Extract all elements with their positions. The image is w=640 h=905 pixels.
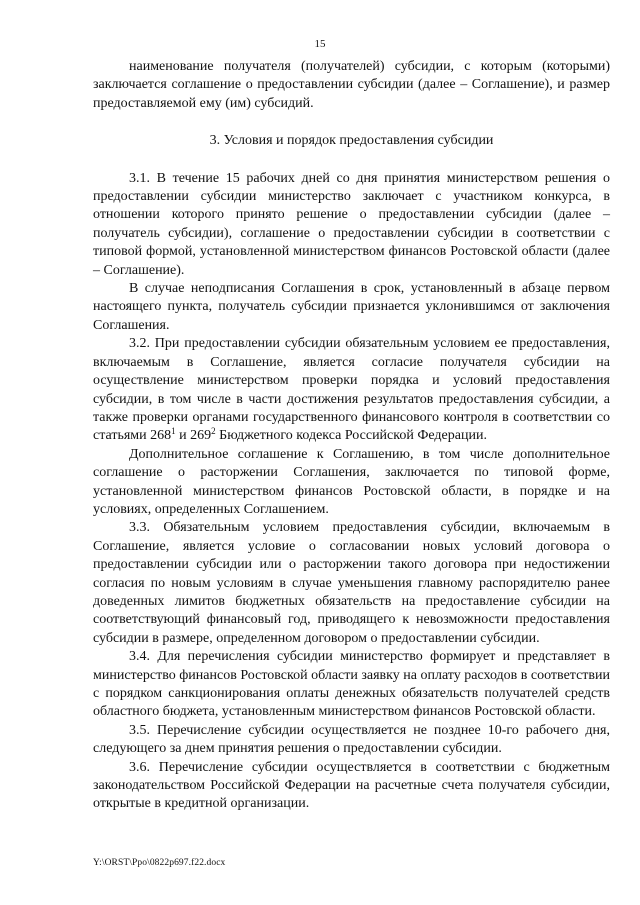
paragraph-3-1-second: В случае неподписания Соглашения в срок, установленный в абзаце первом настоящего пункта, получатель субсидии признается уклонившимся от заключения Соглашения. <box>93 281 610 333</box>
paragraph-3-2-second: Дополнительное соглашение к Соглашению, в том числе дополнительное соглашение о расторжении Соглашения, заключается по типовой форме, установленной министерством финансов Ростовской области, в порядке и на условиях, определенных Соглашением. <box>93 446 610 517</box>
paragraph-3-4: 3.4. Для перечисления субсидии министерство формирует и представляет в министерство финансов Ростовской области заявку на оплату расходов в соответствии с порядком санкционирования оплаты денежных обязательств получателей средств областного бюджета, установленным министерством финансов Ростовской области. <box>93 649 610 720</box>
page-number: 15 <box>314 38 326 50</box>
paragraph-3-2-text-b: и 269 <box>175 428 212 444</box>
section-heading: 3. Условия и порядок предоставления субсидии <box>209 133 494 149</box>
document-body <box>93 58 610 814</box>
paragraph-3-5: 3.5. Перечисление субсидии осуществляется не позднее 10-го рабочего дня, следующего за днем принятия решения о предоставлении субсидии. <box>93 722 610 757</box>
footer-file-path: Y:\ORST\Ppo\0822p697.f22.docx <box>93 858 226 868</box>
paragraph-3-3: 3.3. Обязательным условием предоставления субсидии, включаемым в Соглашение, является условие о согласовании новых условий договора о предоставлении субсидии или о расторжении такого договора при недостижении согласия по новым условиям в случае уменьшения главному распорядителю ранее доведенных лимитов бюджетных обязательств на предоставление субсидии на соответствующий финансовый год, приводящего к невозможности предоставления субсидии в размере, определенном договором о предоставлении субсидии. <box>93 520 610 646</box>
article-269-superscript: 2 <box>211 426 216 437</box>
paragraph-3-2-text-a: 3.2. При предоставлении субсидии обязательным условием ее предоставления, включаемым в Соглашение, является согласие получателя субсидии на осуществление министерством проверки порядка и условий предоставления субсидии, в том числе в части достижения результатов предоставления субсидии, а также проверки органами государственного финансового контроля в соответствии со статьями 268 <box>93 336 610 444</box>
intro-paragraph: наименование получателя (получателей) субсидии, с которым (которыми) заключается соглашение о предоставлении субсидии (далее – Соглашение), и размер предоставляемой ему (им) субсидий. <box>93 59 610 111</box>
paragraph-3-2 <box>93 335 610 445</box>
paragraph-3-1: 3.1. В течение 15 рабочих дней со дня принятия министерством решения о предоставлении субсидии министерство заключает с участником конкурса, в отношении которого принято решение о предоставлении субсидии (далее – получатель субсидии), соглашение о предоставлении субсидии в соответствии с типовой формой, установленной министерством финансов Ростовской области (далее – Соглашение). <box>93 170 610 278</box>
paragraph-3-6: 3.6. Перечисление субсидии осуществляется в соответствии с бюджетным законодательством Российской Федерации на расчетные счета получателя субсидии, открытые в кредитной организации. <box>93 759 610 812</box>
article-268-superscript: 1 <box>171 426 176 437</box>
paragraph-3-2-text-c: Бюджетного кодекса Российской Федерации. <box>215 428 487 444</box>
